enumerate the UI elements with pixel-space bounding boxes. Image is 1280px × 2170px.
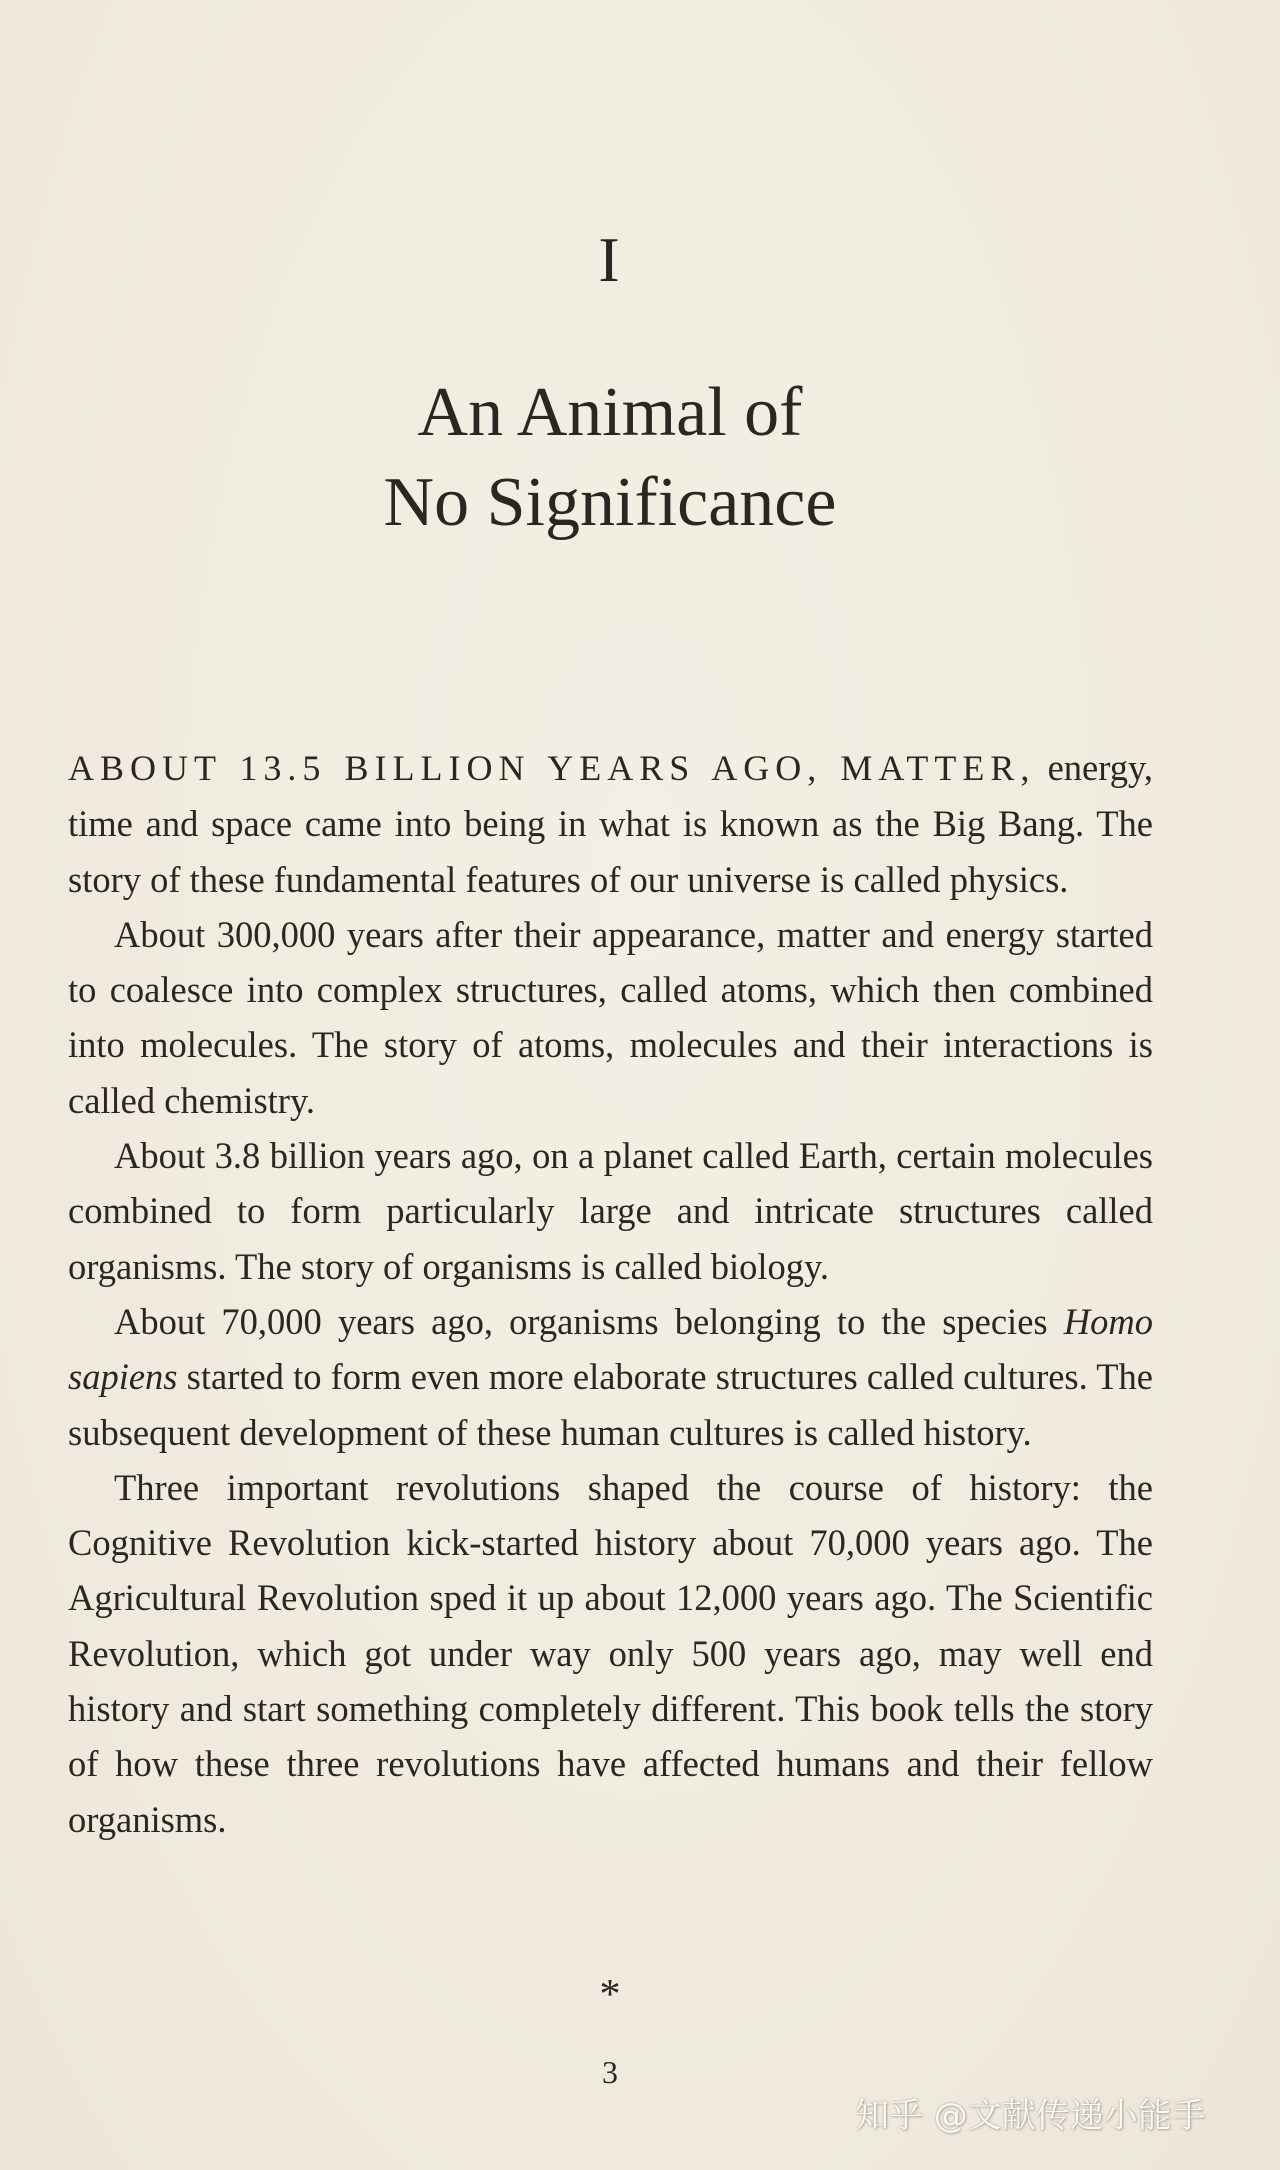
species-name: Homo sapiens — [68, 1300, 1153, 1398]
watermark: 知乎 @文献传递小能手 — [855, 2096, 1206, 2136]
chapter-body — [68, 740, 1153, 1847]
paragraph-5: Three important revolutions shaped the course of history: the Cognitive Revolution kick-started history about 70,000 years ago. The Agricultural Revolution sped it up about 12,000 years ago. The Scientific Revolution, which got under way only 500 years ago, may well end history and start something completely different. This book tells the story of how these three revolutions have affected humans and their fellow organisms. — [68, 1466, 1153, 1840]
chapter-title-line-2: No Significance — [383, 464, 837, 541]
paragraph-1-text: energy, time and space came into being in what is known as the Big Bang. The story of these fundamental features of our universe is called physics. — [68, 747, 1153, 900]
paragraph-4-text-start: About 70,000 years ago, organisms belonging to the species — [114, 1300, 1064, 1342]
page-number: 3 — [602, 2054, 618, 2090]
paragraph-1-lead-in: ABOUT 13.5 BILLION YEARS AGO, MATTER, — [68, 748, 1036, 788]
paragraph-4 — [68, 1294, 1153, 1460]
section-break-asterisk: * — [599, 1972, 621, 2018]
chapter-title-line-1: An Animal of — [417, 374, 803, 451]
paragraph-3: About 3.8 billion years ago, on a planet called Earth, certain molecules combined to form particularly large and intricate structures called organisms. The story of organisms is called biology. — [68, 1135, 1153, 1287]
paragraph-2: About 300,000 years after their appearance, matter and energy started to coalesce into complex structures, called atoms, which then combined into molecules. The story of atoms, molecules and their interactions is called chemistry. — [68, 913, 1153, 1121]
paragraph-4-text-end: started to form even more elaborate structures called cultures. The subsequent development of these human cultures is called history. — [68, 1356, 1153, 1453]
paragraph-1 — [68, 740, 1153, 907]
chapter-number: I — [598, 224, 622, 295]
chapter-title — [0, 368, 1220, 548]
